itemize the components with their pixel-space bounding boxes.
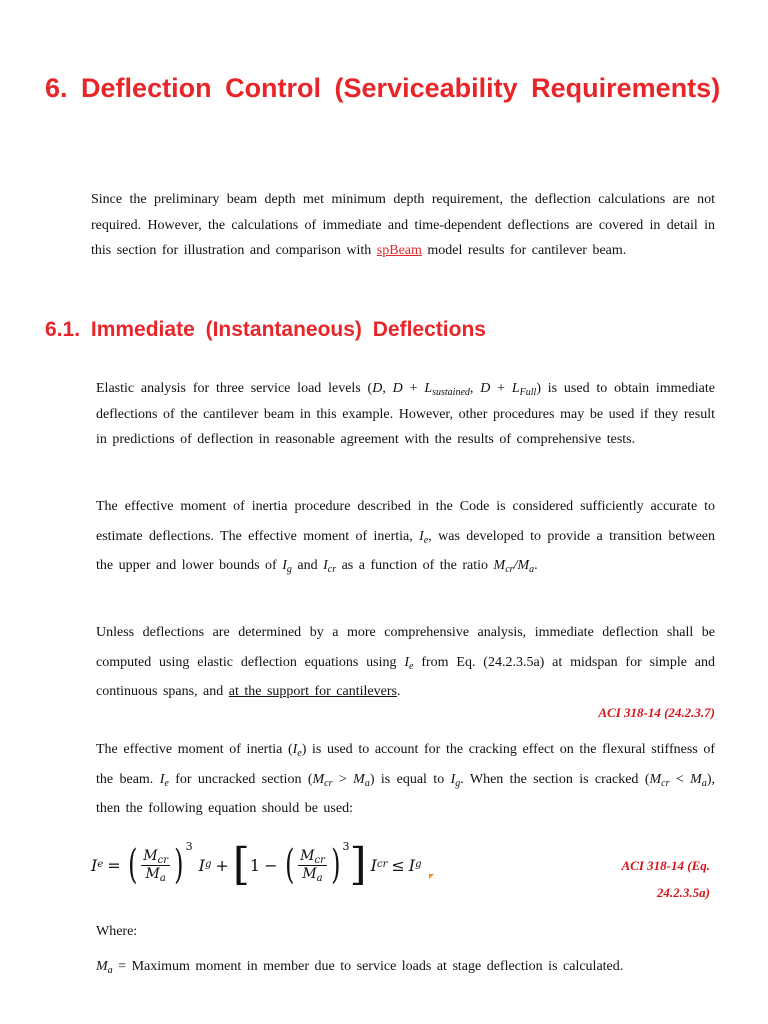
subsection-heading <box>45 313 735 347</box>
aci-reference-24-2-3-7: ACI 318-14 (24.2.3.7) <box>598 705 715 720</box>
subsection-title: Immediate (Instantaneous) Deflections <box>90 318 486 341</box>
intro-paragraph: Since the preliminary beam depth met minimum depth requirement, the deflection calculations are not required. However, the calculations of immediate and time-dependent deflections are covered in detail in this section for illustration and comparison with spBeam model results for cantilever beam. <box>91 192 715 259</box>
aci-reference-eq-24-2-3-5a: ACI 318-14 (Eq. 24.2.3.5a) <box>621 858 710 900</box>
subsection-number: 6.1. <box>45 318 81 341</box>
where-label: Where: <box>96 924 138 939</box>
effective-moment-equation: I e = ( $\frac{M_{cr}}{M_a}$ ) 3 I g + [ 1 − ( $\frac{M_{cr}}{M_a}$ ) 3 ] I cr ≤ I g <box>91 839 422 890</box>
spbeam-link[interactable]: spBeam <box>376 243 422 259</box>
paragraph-elastic-analysis: Elastic analysis for three service load levels (D, $D + L_{sustained}$, $D + L_{Full}$) is used to obtain immediate deflections of the cantilever beam in this example. However, other procedures may be used if they result in predictions of deflection in reasonable agreement with the results of comprehensive tests. <box>96 381 715 448</box>
section-title: Deflection Control (Serviceability Requirements) <box>81 73 721 103</box>
paragraph-unless-deflections: Unless deflections are determined by a more comprehensive analysis, immediate deflection shall be computed using elastic deflection equations using $I_e$ from Eq. (24.2.3.5a) at midspan for simple and continuous spans, and at the support for cantilevers. <box>96 625 715 699</box>
paragraph-cracking-effect: The effective moment of inertia $(I_e)$ is used to account for the cracking effect on the flexural stiffness of the beam. $I_e$ for uncracked section $(M_{cr} > M_a)$ is equal to $I_g$. When the section is cracked $(M_{cr} < M_a)$, then the following equation should be used: <box>96 742 716 816</box>
section-heading <box>45 66 735 110</box>
fraction-mcr-over-ma-2: $\frac{M_{cr}}{M_a}$ <box>300 847 325 884</box>
cantilever-support-underline: at the support for cantilevers <box>228 684 397 699</box>
fraction-mcr-over-ma: $\frac{M_{cr}}{M_a}$ <box>143 847 168 884</box>
section-number: 6. <box>45 73 68 103</box>
definition-ma: $M_a$ = Maximum moment in member due to service loads at stage deflection is calculated. <box>96 959 624 976</box>
paragraph-effective-moment: The effective moment of inertia procedure described in the Code is considered sufficiently accurate to estimate deflections. The effective moment of inertia, $I_e$, was developed to provide a transition between the upper and lower bounds of $I_g$ and $I_{cr}$ as a function of the ratio $M_{cr}/M_a$. <box>96 499 716 575</box>
